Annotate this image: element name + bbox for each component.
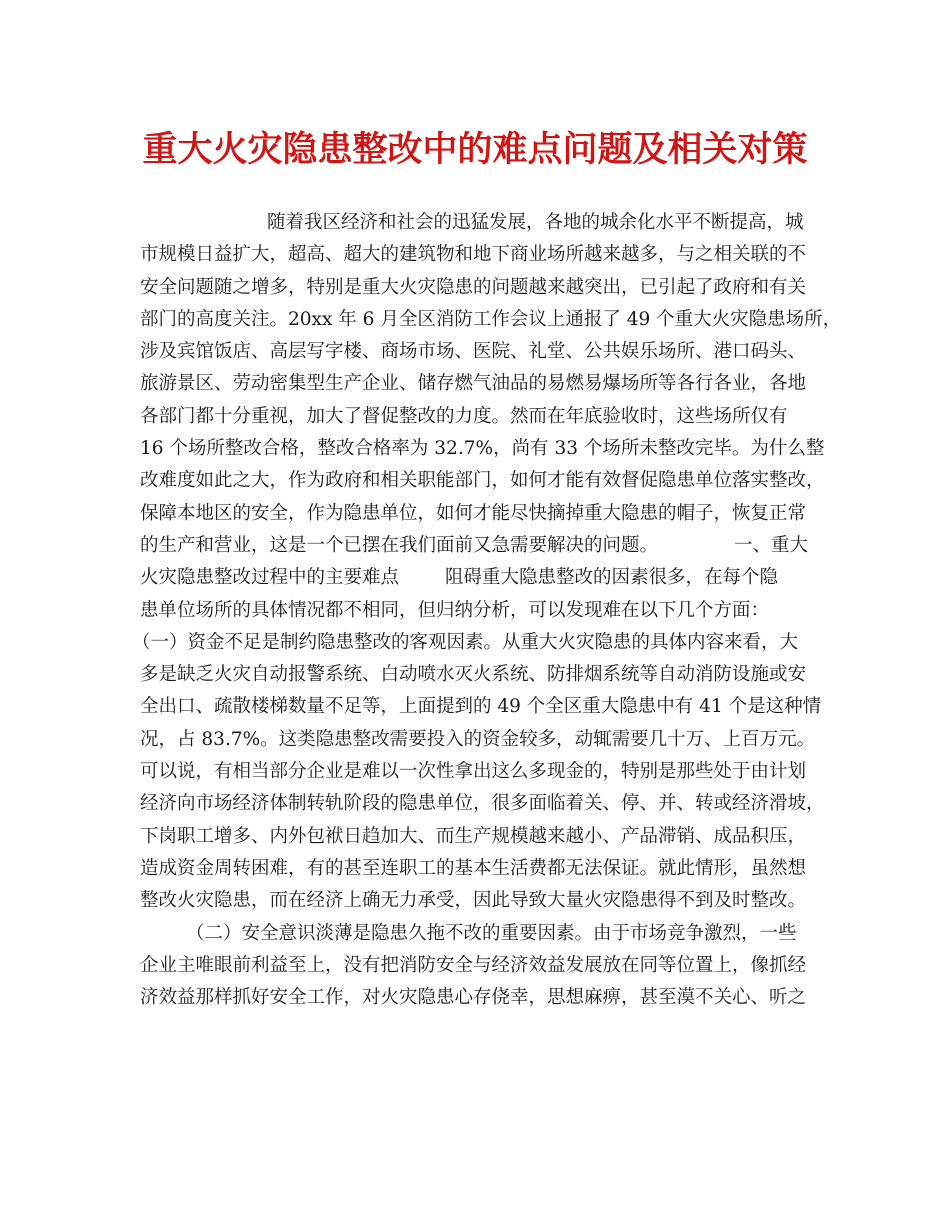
paragraph-line: 涉及宾馆饭店、高层写字楼、商场市场、医院、礼堂、公共娱乐场所、港口码头、 xyxy=(140,341,807,363)
paragraph-line: （二）安全意识淡薄是隐患久拖不改的重要因素。由于市场竞争激烈，一些 xyxy=(186,922,797,944)
paragraph-line: 整改火灾隐患，而在经济上确无力承受，因此导致大量火灾隐患得不到及时整改。 xyxy=(140,890,807,912)
paragraph-line: 企业主唯眼前利益至上，没有把消防安全与经济效益发展放在同等位置上，像抓经 xyxy=(140,954,807,976)
paragraph-line: 患单位场所的具体情况都不相同，但归纳分析，可以发现难在以下几个方面： xyxy=(140,599,770,621)
paragraph-line: 下岗职工增多、内外包袱日趋加大、而生产规模越来越小、产品滞销、成品积压， xyxy=(140,825,807,847)
paragraph-line: 可以说，有相当部分企业是难以一次性拿出这么多现金的，特别是那些处于由计划 xyxy=(140,761,807,783)
paragraph-line: 济效益那样抓好安全工作，对火灾隐患心存侥幸，思想麻痹，甚至漠不关心、听之 xyxy=(140,987,807,1009)
paragraph-line: 况，占 83.7%。这类隐患整改需要投入的资金较多，动辄需要几十万、上百万元。 xyxy=(140,728,816,750)
section-heading: 一、重大 xyxy=(734,534,809,556)
section-heading: 火灾隐患整改过程中的主要难点 xyxy=(140,567,400,589)
paragraph-line: 全出口、疏散楼梯数量不足等，上面提到的 49 个全区重大隐患中有 41 个是这种情 xyxy=(140,696,822,718)
paragraph-line: 的生产和营业，这是一个已摆在我们面前又急需要解决的问题。 一、重大 xyxy=(140,534,809,556)
paragraph-line: 火灾隐患整改过程中的主要难点 阻碍重大隐患整改的因素很多，在每个隐 xyxy=(140,567,779,589)
paragraph-line: 旅游景区、劳动密集型生产企业、储存燃气油品的易燃易爆场所等各行各业，各地 xyxy=(140,373,807,395)
paragraph-line: （一）资金不足是制约隐患整改的客观因素。从重大火灾隐患的具体内容来看，大 xyxy=(132,631,799,653)
document-title: 重大火灾隐患整改中的难点问题及相关对策 xyxy=(142,129,808,170)
paragraph-line: 16 个场所整改合格，整改合格率为 32.7%，尚有 33 个场所未整改完毕。为什么整 xyxy=(140,438,825,460)
paragraph-line: 多是缺乏火灾自动报警系统、白动喷水灭火系统、防排烟系统等自动消防设施或安 xyxy=(140,664,807,686)
paragraph-line: 保障本地区的安全，作为隐患单位，如何才能尽快摘掉重大隐患的帽子，恢复正常 xyxy=(140,502,807,524)
document-body xyxy=(132,207,842,1014)
paragraph-line: 经济向市场经济体制转轨阶段的隐患单位，很多面临着关、停、并、转或经济滑坡， xyxy=(140,793,825,815)
paragraph-line: 造成资金周转困难，有的甚至连职工的基本生活费都无法保证。就此情形，虽然想 xyxy=(140,857,807,879)
paragraph-line: 改难度如此之大，作为政府和相关职能部门，如何才能有效督促隐患单位落实整改， xyxy=(140,470,825,492)
paragraph-line: 部门的高度关注。20xx 年 6 月全区消防工作会议上通报了 49 个重大火灾隐患场所， xyxy=(140,308,842,330)
paragraph-line: 市规模日益扩大，超高、超大的建筑物和地下商业场所越来越多，与之相关联的不 xyxy=(140,244,807,266)
paragraph-line: 各部门都十分重视，加大了督促整改的力度。然而在年底验收时，这些场所仅有 xyxy=(140,405,788,427)
paragraph-line: 随着我区经济和社会的迅猛发展，各地的城余化水平不断提高，城 xyxy=(267,212,804,233)
paragraph-line: 安全问题随之增多，特别是重大火灾隐患的问题越来越突出，已引起了政府和有关 xyxy=(140,276,807,298)
